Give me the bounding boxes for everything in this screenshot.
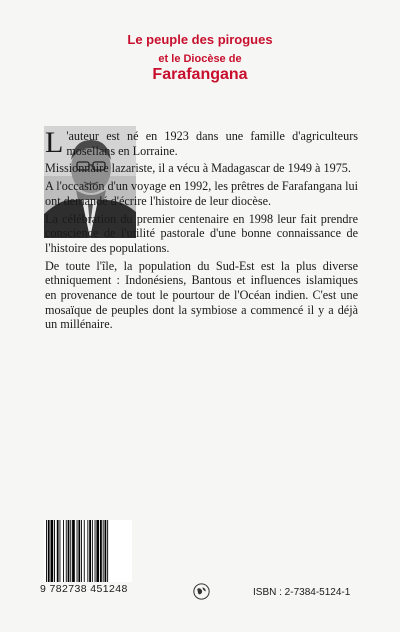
publisher-logo-icon [193,583,210,600]
title-block [0,32,400,84]
book-title: Le peuple des pirogues [127,32,273,47]
paragraph-3: A l'occasion d'un voyage en 1992, les prêtres de Farafangana lui ont demandé d'écrire l'histoire de leur diocèse. [45,179,358,208]
paragraph-5: De toute l'île, la population du Sud-Est est la plus diverse ethniquement : Indonésiens, Bantous et influences islamiques en provenance de tout le pourtour de l'Océan indien. C'est une mosaïque de peuples dont la symbiose a commencé il y a déjà un millénaire. [45,258,358,332]
paragraph-2: Missionnaire lazariste, il a vécu à Madagascar de 1949 à 1975. [45,161,351,176]
drop-cap: L [45,126,64,159]
paragraph-1: L 'auteur est né en 1923 dans une famille d'agriculteurs mosellans en Lorraine. [45,126,358,159]
barcode [44,520,132,582]
book-title-place: Farafangana [152,66,248,83]
isbn: ISBN : 2-7384-5124-1 [253,587,351,598]
back-cover-text [45,126,358,335]
book-subtitle: et le Diocèse de [158,53,242,65]
paragraph-4: La célébration du premier centenaire en 1998 leur fait prendre conscience de l'utilité pastorale d'une bonne connaissance de l'histoire des populations. [45,211,358,255]
barcode-digits: 9 782738 451248 [40,583,128,595]
